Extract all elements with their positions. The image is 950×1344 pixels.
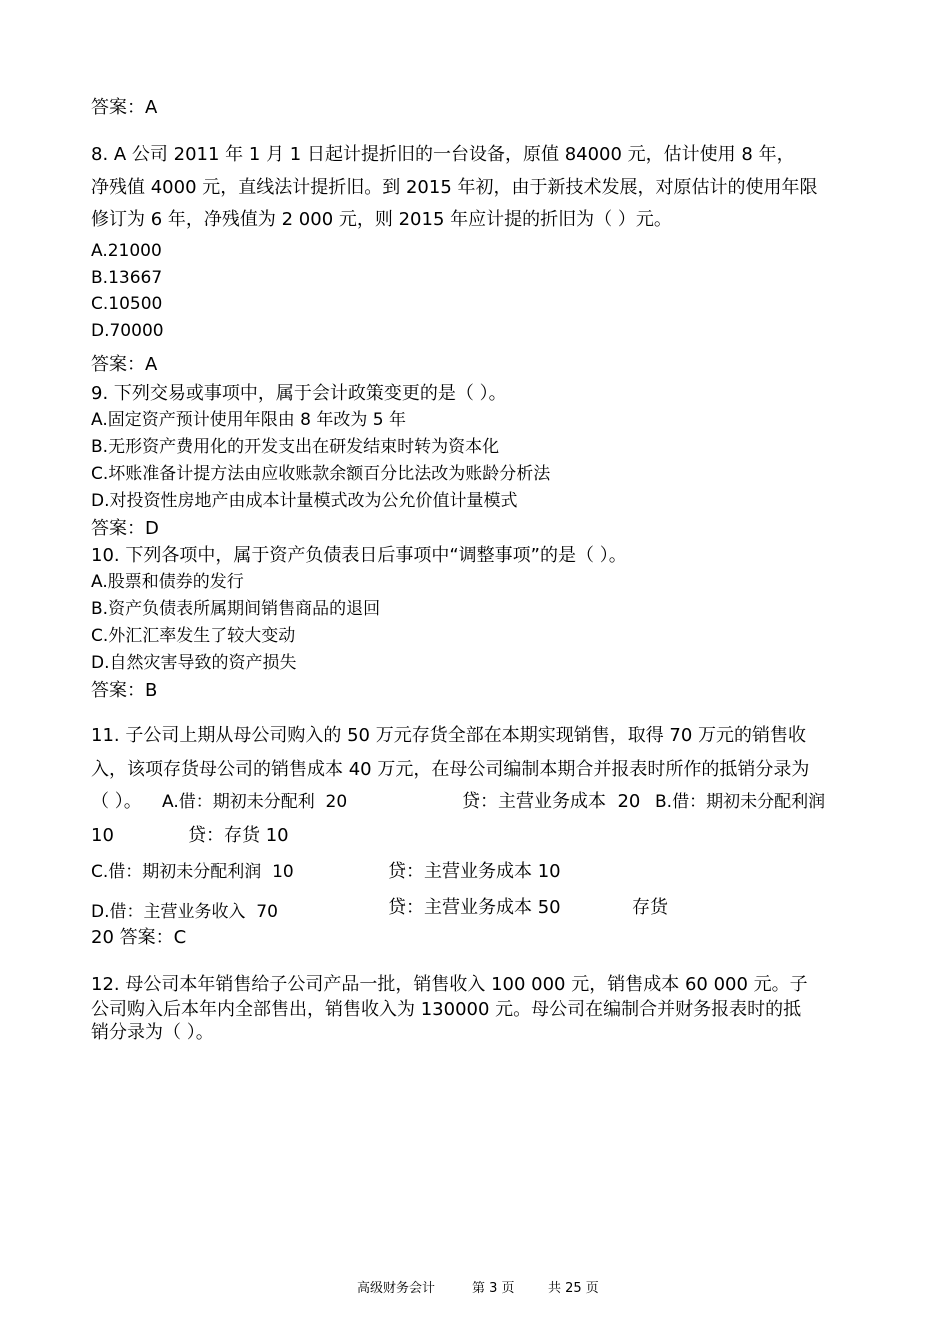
q10-option-a: A.股票和债券的发行: [91, 572, 244, 592]
q11-option-a-credit: 贷：主营业务成本 20: [462, 791, 641, 812]
q11-stem-line-3: （ ）。: [91, 791, 142, 812]
q8-answer: 答案：A: [91, 354, 158, 375]
q12-stem-line-2: 公司购入后本年内全部售出，销售收入为 130000 元。母公司在编制合并财务报表时的抵: [91, 999, 802, 1020]
q7-answer: 答案：A: [91, 97, 158, 118]
q10-stem: 10. 下列各项中，属于资产负债表日后事项中“调整事项”的是（ ）。: [91, 545, 627, 566]
q11-option-b-amount: 10: [91, 825, 114, 846]
q11-stem-line-1: 11. 子公司上期从母公司购入的 50 万元存货全部在本期实现销售，取得 70 万元的销售收: [91, 725, 807, 746]
q12-stem-line-3: 销分录为（ ）。: [91, 1022, 214, 1043]
q9-stem: 9. 下列交易或事项中，属于会计政策变更的是（ ）。: [91, 383, 507, 404]
q8-option-b: B.13667: [91, 268, 163, 288]
q8-stem-line-3: 修订为 6 年，净残值为 2 000 元，则 2015 年应计提的折旧为（ ）元。: [91, 209, 672, 230]
q9-option-d: D.对投资性房地产由成本计量模式改为公允价值计量模式: [91, 491, 518, 511]
q11-option-a-debit: A.借：期初未分配利 20: [162, 792, 348, 812]
q11-option-b-debit: B.借：期初未分配利润: [655, 792, 826, 812]
q9-option-b: B.无形资产费用化的开发支出在研发结束时转为资本化: [91, 437, 500, 457]
q11-option-d-credit-2: 存货: [632, 897, 668, 918]
footer-course-title: 高级财务会计: [357, 1281, 436, 1296]
q11-stem-line-2: 入，该项存货母公司的销售成本 40 万元，在母公司编制本期合并报表时所作的抵销分录为: [91, 759, 810, 780]
q11-option-d-debit: D.借：主营业务收入 70: [91, 902, 278, 922]
q11-option-c-debit: C.借：期初未分配利润 10: [91, 862, 294, 882]
q10-option-b: B.资产负债表所属期间销售商品的退回: [91, 599, 381, 619]
q9-answer: 答案：D: [91, 518, 159, 539]
q10-option-d: D.自然灾害导致的资产损失: [91, 653, 297, 673]
q8-option-d: D.70000: [91, 321, 164, 341]
q12-stem-line-1: 12. 母公司本年销售给子公司产品一批，销售收入 100 000 元，销售成本 60 000 元。子: [91, 974, 808, 995]
q9-option-c: C.坏账准备计提方法由应收账款余额百分比法改为账龄分析法: [91, 464, 551, 484]
q9-option-a: A.固定资产预计使用年限由 8 年改为 5 年: [91, 410, 406, 430]
footer-total-pages: 共 25 页: [548, 1281, 599, 1296]
q8-stem-line-1: 8. A 公司 2011 年 1 月 1 日起计提折旧的一台设备，原值 84000 元，估计使用 8 年，: [91, 144, 795, 165]
q11-option-d-credit-1: 贷：主营业务成本 50: [388, 897, 561, 918]
q8-stem-line-2: 净残值 4000 元，直线法计提折旧。到 2015 年初，由于新技术发展，对原估计的使用年限: [91, 177, 818, 198]
q8-option-a: A.21000: [91, 241, 162, 261]
q10-option-c: C.外汇汇率发生了较大变动: [91, 626, 296, 646]
q11-option-b-credit: 贷：存货 10: [188, 825, 289, 846]
footer-page-number: 第 3 页: [472, 1281, 515, 1296]
q10-answer: 答案：B: [91, 680, 158, 701]
q11-option-d-amount-and-answer: 20 答案：C: [91, 927, 187, 948]
q8-option-c: C.10500: [91, 294, 163, 314]
q11-option-c-credit: 贷：主营业务成本 10: [388, 861, 561, 882]
